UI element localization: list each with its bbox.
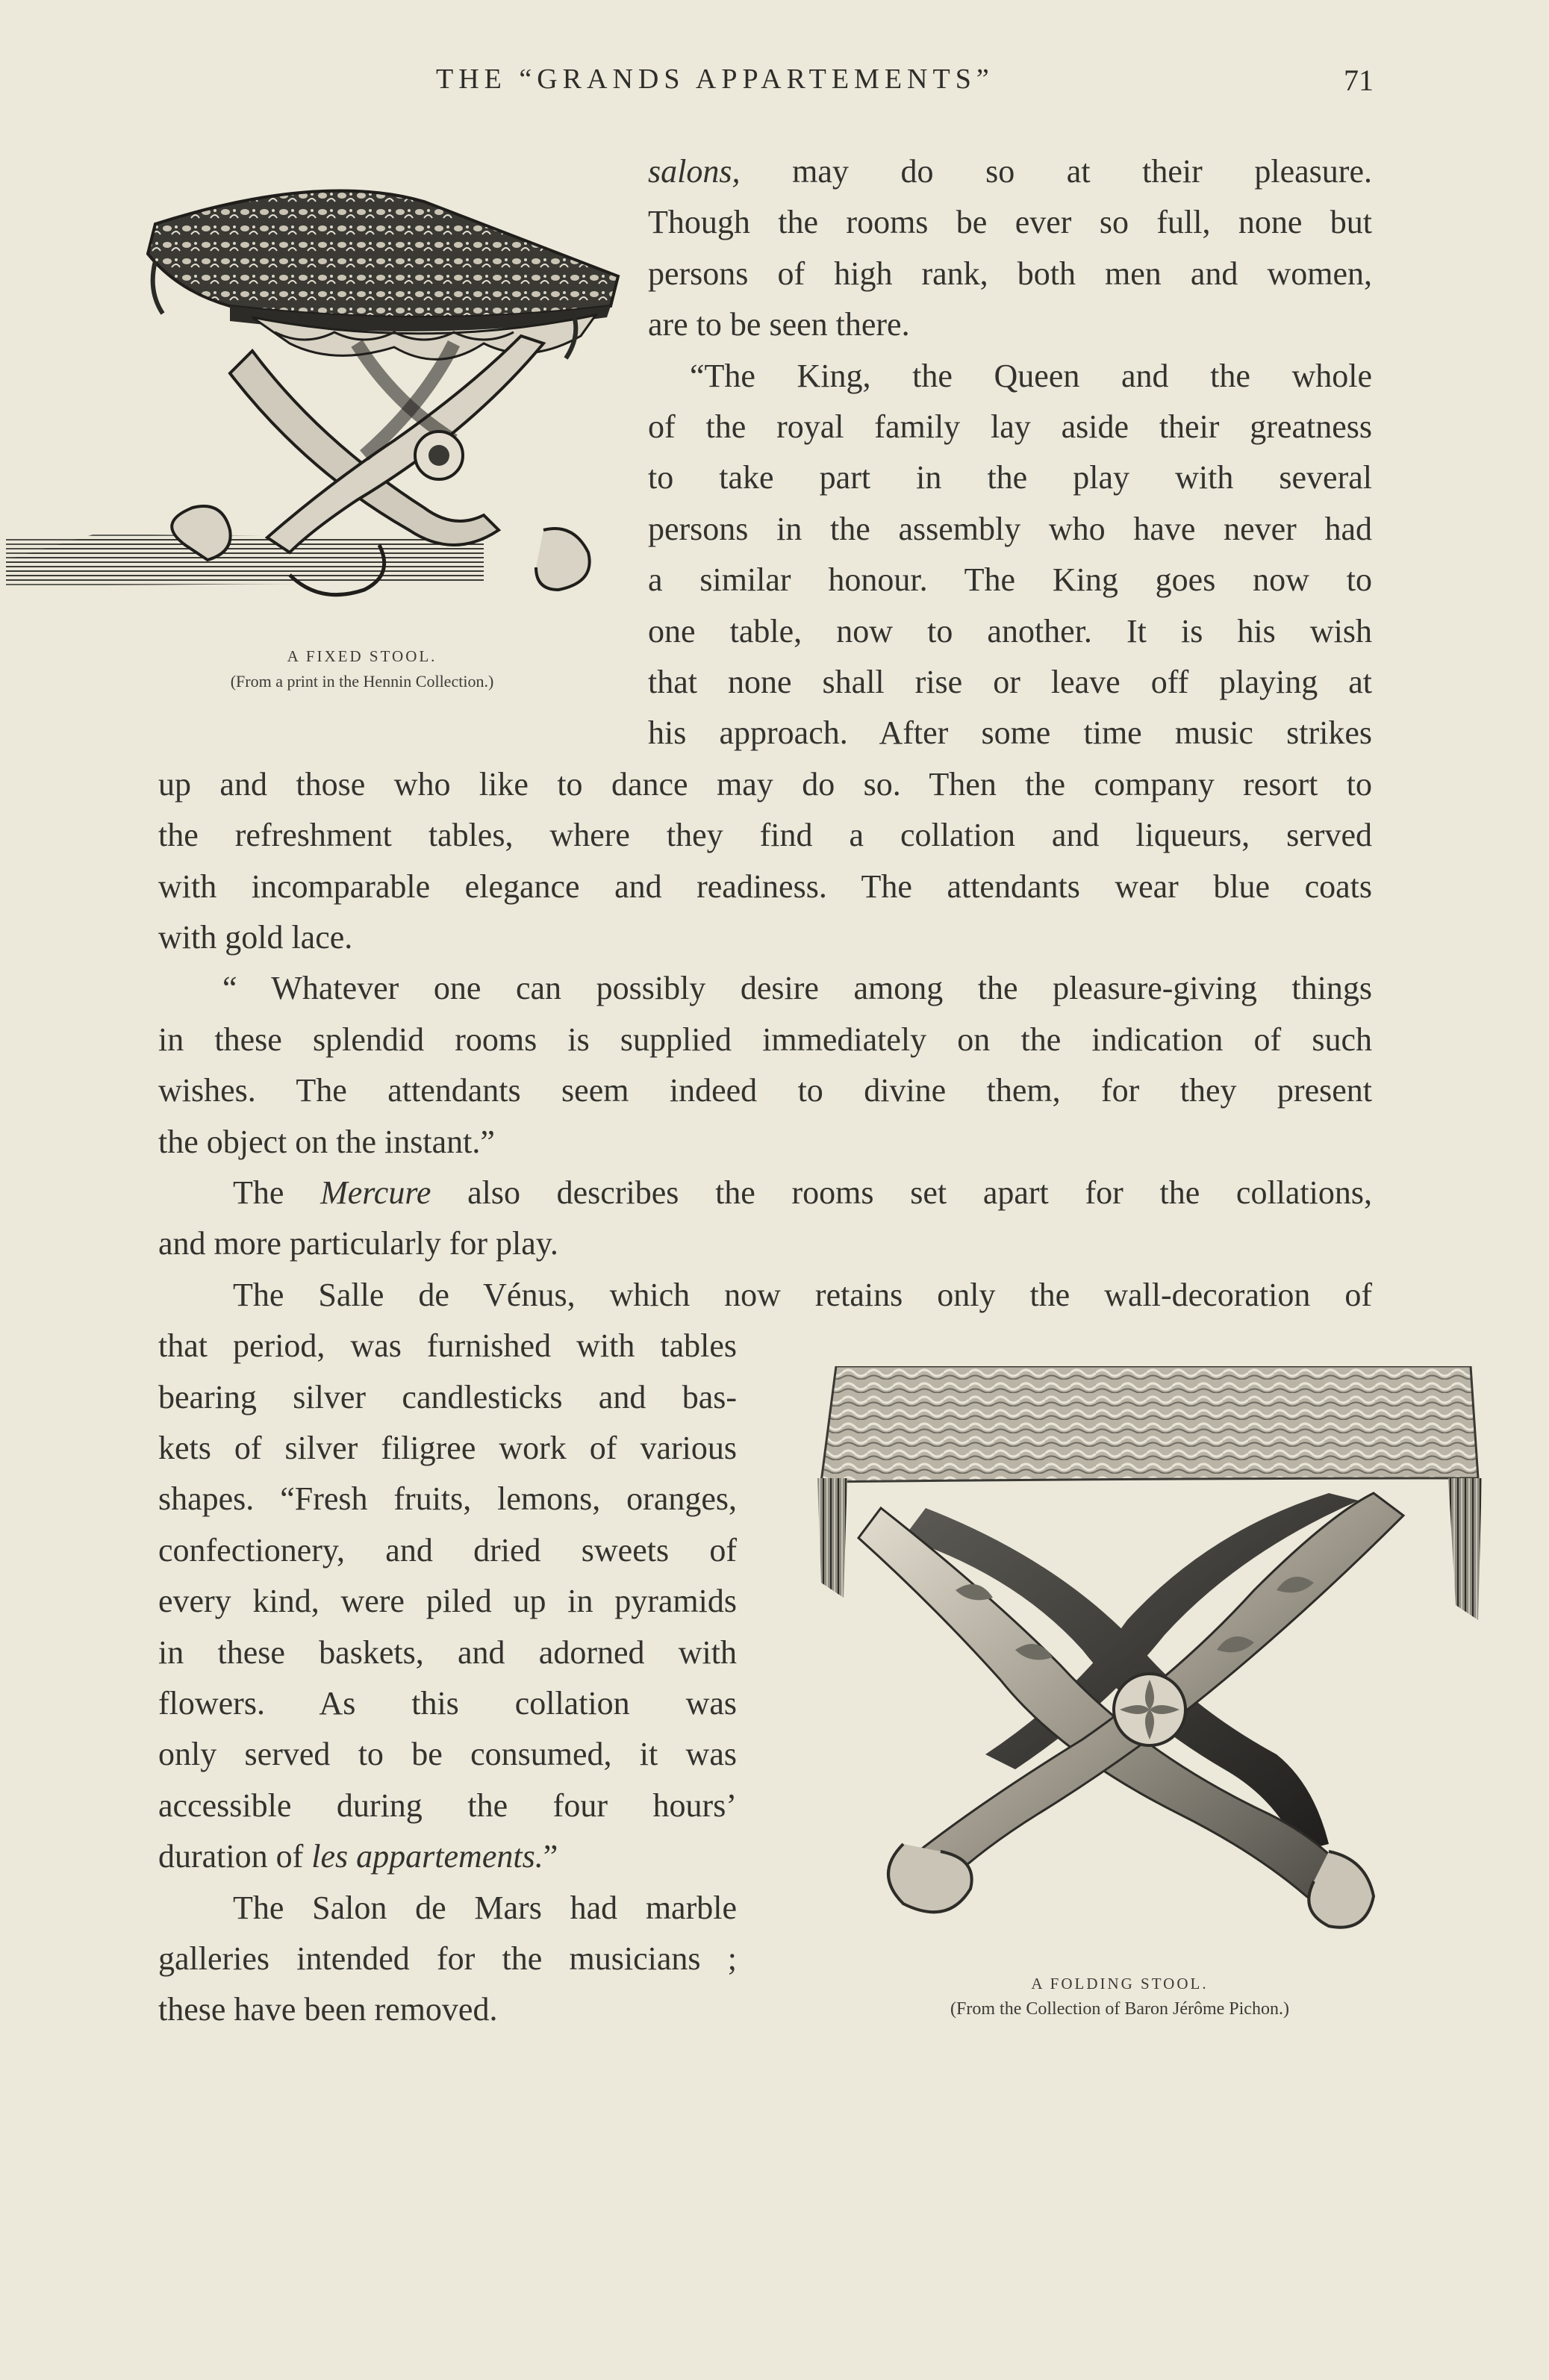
text-line: The Salle de Vénus, which now retains only the wall-decoration of	[233, 1276, 1372, 1313]
paragraph-2-continued	[158, 759, 1372, 964]
text-line: are to be seen there.	[648, 306, 910, 343]
folding-stool-caption	[881, 1971, 1359, 2022]
text-line: “ Whatever one can possibly desire among the pleasure-giving things	[222, 970, 1372, 1007]
text-line: and more particularly for play.	[158, 1225, 558, 1262]
paragraph-4: The Mercure also describes the rooms set apart for the collations, and more particularly for play.	[158, 1168, 1372, 1270]
text-line: up and those who like to dance may do so. Then the company resort to	[158, 765, 1372, 803]
paragraph-5-first-line	[158, 1270, 1372, 1321]
text-line: The Salon de Mars had marble	[233, 1889, 737, 1926]
running-head: THE “GRANDS APPARTEMENTS”	[436, 63, 994, 95]
text-line: kets of silver filigree work of various	[158, 1429, 737, 1466]
text-line: persons of high rank, both men and women,	[648, 255, 1372, 292]
text-line: of the royal family lay aside their greatness	[648, 408, 1372, 445]
text-line: flowers. As this collation was	[158, 1684, 737, 1722]
text-line: confectionery, and dried sweets of	[158, 1531, 737, 1569]
text-line: shapes. “Fresh fruits, lemons, oranges,	[158, 1480, 737, 1518]
paragraph-3	[158, 963, 1372, 1168]
fixed-stool-illustration	[6, 157, 626, 627]
text-line: wishes. The attendants seem indeed to divine them, for they present	[158, 1072, 1372, 1109]
text-line: the refreshment tables, where they find a collation and liqueurs, served	[158, 817, 1372, 854]
text-line: one table, now to another. It is his wish	[648, 612, 1372, 649]
text-line: with gold lace.	[158, 918, 353, 956]
text-line: bearing silver candlesticks and bas-	[158, 1378, 737, 1415]
text-line: only served to be consumed, it was	[158, 1736, 737, 1773]
text-line: accessible during the four hours’	[158, 1786, 737, 1824]
fixed-stool-title: A FIXED STOOL.	[287, 647, 437, 665]
text-line: these have been removed.	[158, 1991, 498, 2028]
fixed-stool-caption	[146, 644, 578, 694]
paragraph-2	[648, 351, 1372, 759]
text-line: salons, may do so at their pleasure.	[648, 153, 1372, 190]
text-line: every kind, were piled up in pyramids	[158, 1583, 737, 1620]
paragraph-1	[648, 146, 1372, 351]
text-line: that none shall rise or leave off playing at	[648, 663, 1372, 700]
text-line: with incomparable elegance and readiness. The attendants wear blue coats	[158, 867, 1372, 905]
paragraph-5: that period, was furnished with tables bearing silver candlesticks and bas- kets of silver filigree work of various shapes. “Fresh fruits, lemons, oranges, confectionery, and dried sweets of every kind, were piled up in pyramids in these baskets, and adorned with flowers. As this collation was only served to be consumed, it was accessible during the four hours’ duration of les appartements.”	[158, 1321, 737, 1882]
text-line: in these splendid rooms is supplied immediately on the indication of such	[158, 1021, 1372, 1058]
text-line: to take part in the play with several	[648, 459, 1372, 496]
text-line: a similar honour. The King goes now to	[648, 561, 1372, 599]
text-line: persons in the assembly who have never had	[648, 510, 1372, 547]
text-line: the object on the instant.”	[158, 1123, 495, 1160]
text-line: “The King, the Queen and the whole	[690, 357, 1372, 394]
paragraph-6	[158, 1883, 737, 2036]
page-number: 71	[1344, 63, 1374, 97]
folding-stool-illustration	[791, 1366, 1486, 1934]
text-line: galleries intended for the musicians ;	[158, 1940, 737, 1977]
text-line: that period, was furnished with tables	[158, 1327, 737, 1365]
text-line: Though the rooms be ever so full, none but	[648, 204, 1372, 241]
fixed-stool-credit: (From a print in the Hennin Collection.)	[230, 672, 494, 691]
folding-stool-credit: (From the Collection of Baron Jérôme Pichon.)	[950, 1999, 1289, 2019]
text-line: his approach. After some time music strikes	[648, 714, 1372, 752]
folding-stool-title: A FOLDING STOOL.	[1031, 1975, 1209, 1993]
text-line: in these baskets, and adorned with	[158, 1633, 737, 1671]
